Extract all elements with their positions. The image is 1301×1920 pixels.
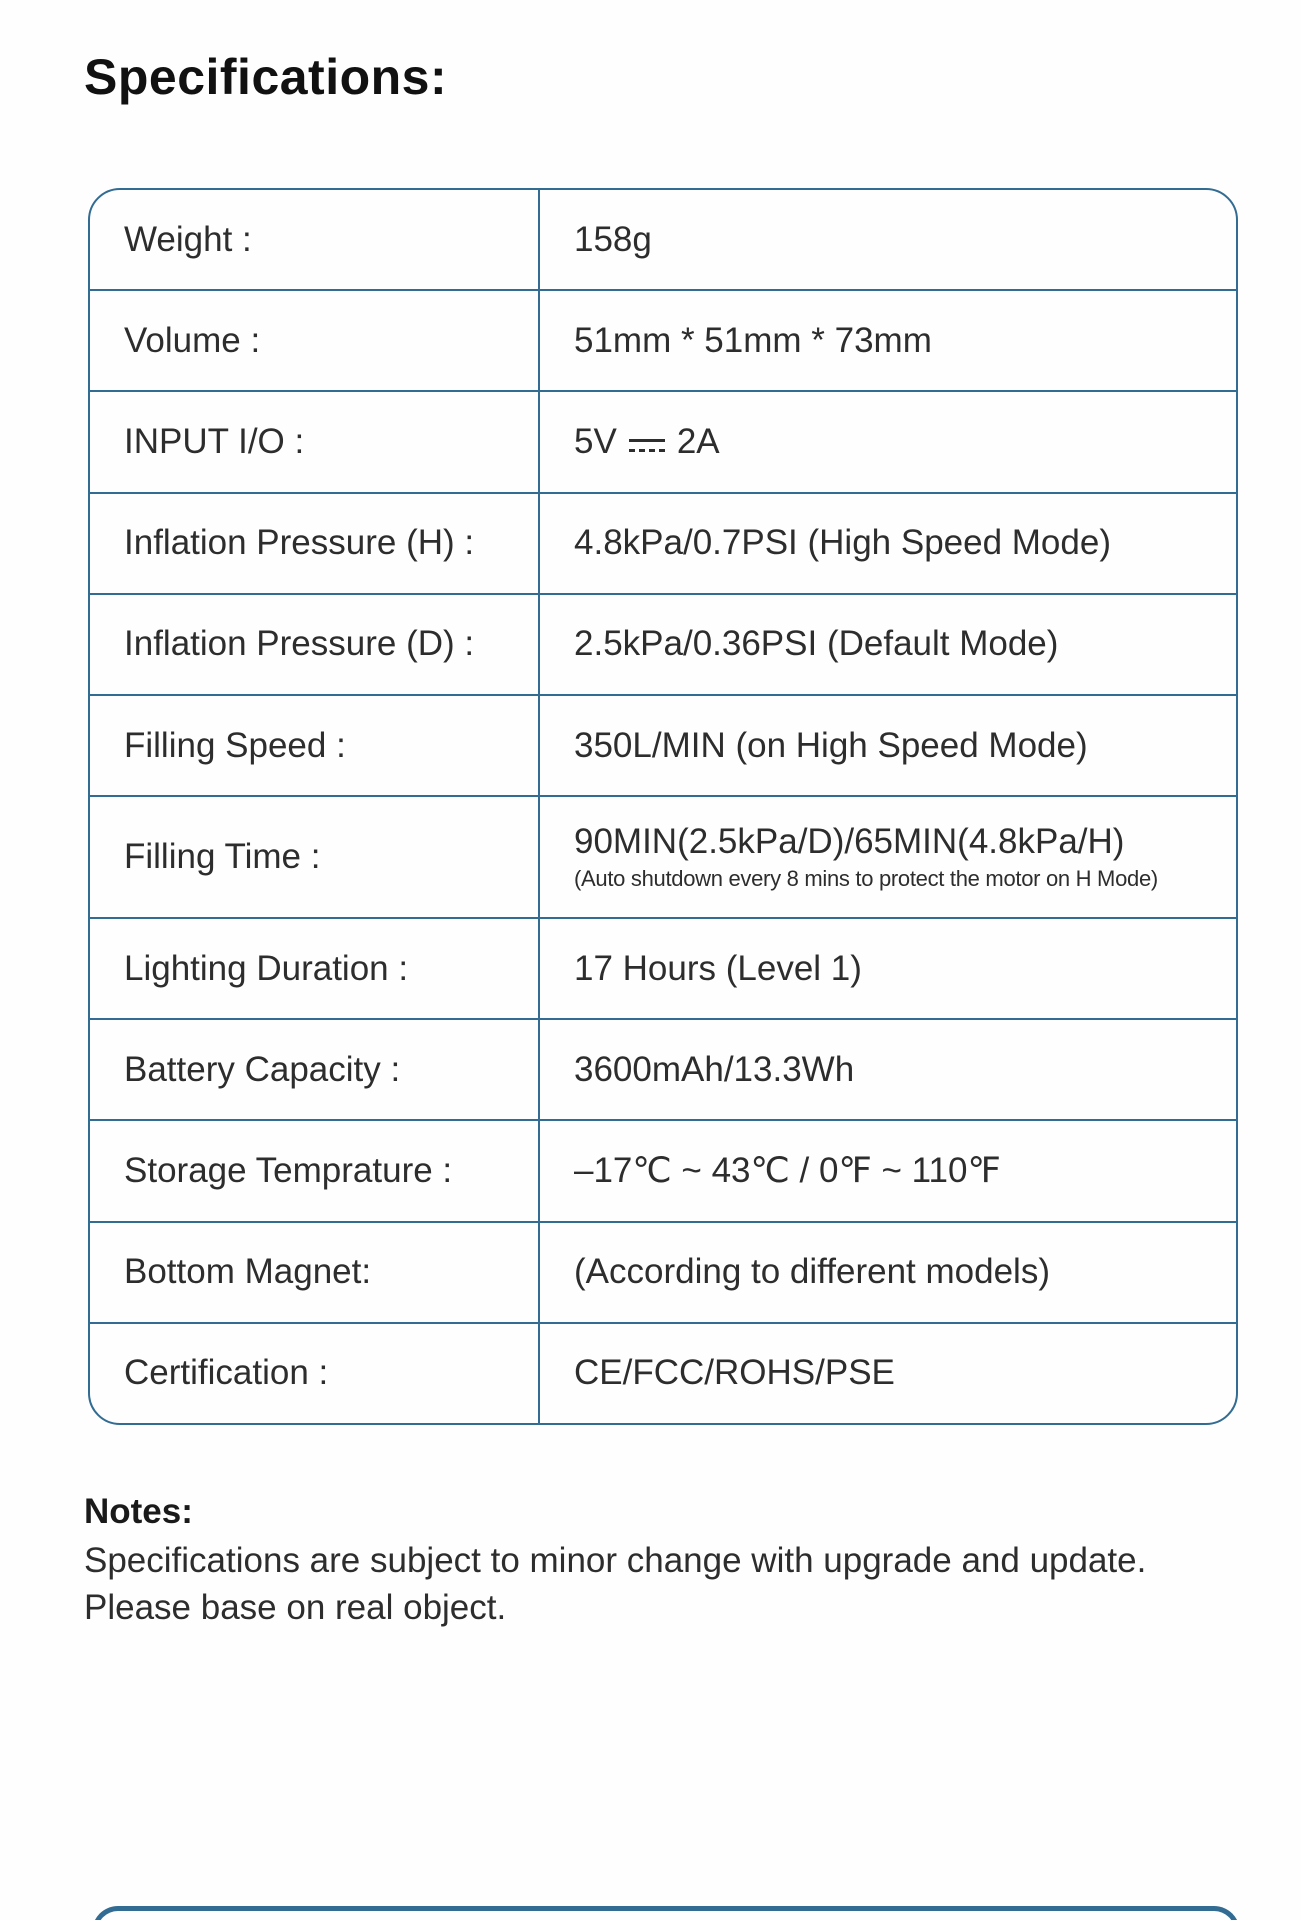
spec-value: [540, 919, 1236, 1018]
spec-row: [90, 1018, 1236, 1119]
notes-section: [84, 1492, 1219, 1631]
spec-value-text: 2.5kPa/0.36PSI (Default Mode): [574, 624, 1059, 664]
spec-value-text: 350L/MIN (on High Speed Mode): [574, 725, 1088, 765]
spec-table: [88, 188, 1238, 1425]
spec-value-text: 51mm * 51mm * 73mm: [574, 320, 932, 360]
spec-value: [540, 595, 1236, 694]
spec-value: [540, 696, 1236, 795]
spec-value: [540, 1324, 1236, 1423]
spec-value-text: 158g: [574, 219, 652, 259]
spec-value-suffix: 2A: [676, 422, 720, 462]
spec-row: [90, 289, 1236, 390]
spec-row: [90, 593, 1236, 694]
page-title: Specifications:: [84, 49, 448, 105]
spec-label: Storage Temprature :: [90, 1121, 540, 1220]
spec-value: [540, 1223, 1236, 1322]
notes-heading: Notes:: [84, 1492, 193, 1531]
spec-label: Volume :: [90, 291, 540, 390]
spec-row: [90, 917, 1236, 1018]
spec-row: [90, 795, 1236, 917]
spec-label: Battery Capacity :: [90, 1020, 540, 1119]
spec-label: Filling Time :: [90, 797, 540, 917]
spec-value-text: 4.8kPa/0.7PSI (High Speed Mode): [574, 523, 1111, 563]
spec-label: Certification :: [90, 1324, 540, 1423]
dc-symbol-icon: [629, 439, 665, 452]
spec-value-prefix: 5V: [574, 422, 617, 462]
spec-value: [540, 392, 1236, 491]
spec-value: [540, 291, 1236, 390]
spec-value-text: –17℃ ~ 43℃ / 0℉ ~ 110℉: [574, 1151, 1001, 1190]
spec-label: Inflation Pressure (D) :: [90, 595, 540, 694]
spec-row: [90, 1221, 1236, 1322]
spec-value: [540, 797, 1236, 917]
spec-label: Bottom Magnet:: [90, 1223, 540, 1322]
spec-value-text: 90MIN(2.5kPa/D)/65MIN(4.8kPa/H): [574, 822, 1125, 862]
spec-label: Weight :: [90, 190, 540, 289]
spec-value: [540, 190, 1236, 289]
spec-row: [90, 694, 1236, 795]
spec-label: INPUT I/O :: [90, 392, 540, 491]
spec-value-text: 3600mAh/13.3Wh: [574, 1049, 855, 1089]
spec-label: Lighting Duration :: [90, 919, 540, 1018]
spec-value-text: (According to different models): [574, 1252, 1050, 1292]
spec-row: [90, 190, 1236, 289]
spec-row: [90, 1322, 1236, 1423]
spec-value-subnote: (Auto shutdown every 8 mins to protect the motor on H Mode): [574, 866, 1158, 892]
spec-value-text: 17 Hours (Level 1): [574, 948, 862, 988]
spec-value: [540, 1121, 1236, 1220]
spec-label: Filling Speed :: [90, 696, 540, 795]
spec-value: [540, 494, 1236, 593]
spec-row: [90, 1119, 1236, 1220]
spec-row: [90, 390, 1236, 491]
notes-body: Specifications are subject to minor change with upgrade and update. Please base on real object.: [84, 1541, 1147, 1627]
next-section-box-top-edge: [92, 1906, 1240, 1920]
spec-row: [90, 492, 1236, 593]
spec-value: [540, 1020, 1236, 1119]
spec-value-text: CE/FCC/ROHS/PSE: [574, 1353, 895, 1393]
spec-label: Inflation Pressure (H) :: [90, 494, 540, 593]
